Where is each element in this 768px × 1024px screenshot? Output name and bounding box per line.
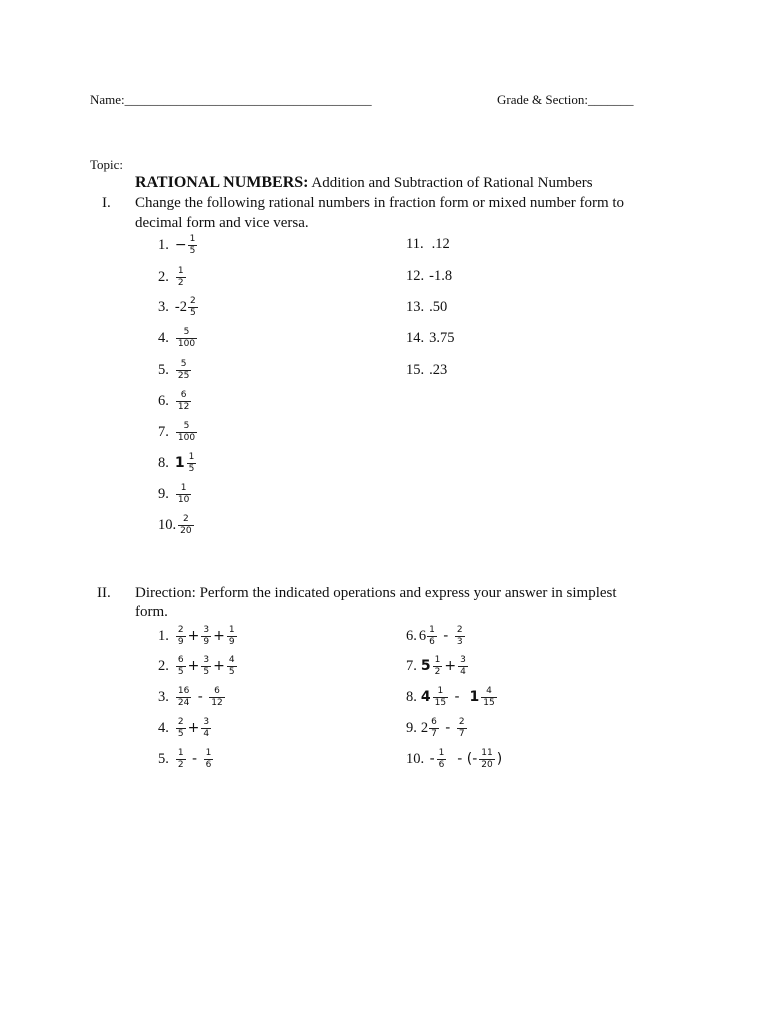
fraction: $\frac{6}{5}$: [177, 654, 184, 677]
title-bold: RATIONAL NUMBERS:: [135, 174, 309, 191]
fraction: $\frac{1}{6}$: [438, 747, 445, 770]
fraction: $\frac{1}{9}$: [228, 624, 235, 647]
list-item: 8. 1 $\frac{1}{5}$: [158, 451, 195, 474]
fraction: $\frac{2}{9}$: [177, 624, 184, 647]
section2-roman: II.: [97, 585, 111, 601]
problem-row: 7. 5 $\frac{1}{2}$ + $\frac{3}{4}$: [406, 654, 466, 677]
fraction: $\frac{5}{100}$: [177, 326, 196, 349]
section1-instruction-line1: Change the following rational numbers in fraction form or mixed number form to: [135, 195, 625, 211]
list-item: 1. − $\frac{1}{5}$: [158, 233, 196, 256]
fraction: $\frac{5}{25}$: [177, 358, 190, 381]
fraction: $\frac{3}{4}$: [460, 654, 466, 677]
fraction: $\frac{4}{15}$: [483, 685, 495, 708]
list-item: 11. .12: [406, 235, 450, 252]
list-item: 7. $\frac{5}{100}$: [158, 420, 196, 443]
topic-label: Topic:: [90, 157, 124, 172]
fraction: $\frac{2}{5}$: [177, 716, 184, 739]
fraction: $\frac{2}{7}$: [458, 716, 465, 739]
problem-row: 8. 4 $\frac{1}{15}$ - 1 $\frac{4}{15}$: [406, 685, 495, 708]
list-item: 5. $\frac{5}{25}$: [158, 358, 190, 381]
fraction: $\frac{3}{4}$: [203, 716, 210, 739]
section2-direction-line1: Direction: Perform the indicated operations and express your answer in simplest: [135, 585, 617, 601]
problem-row: 2. $\frac{6}{5}$ + $\frac{3}{5}$ + $\frac{4}{5}$: [158, 654, 235, 677]
name-field-label: Name:______________________________________: [90, 92, 372, 107]
problem-row: 10. - $\frac{1}{6}$ - (- $\frac{11}{20}$ ): [406, 747, 503, 770]
fraction: $\frac{4}{5}$: [228, 654, 235, 677]
section1-instruction-line2: decimal form and vice versa.: [135, 215, 309, 231]
fraction: $\frac{1}{6}$: [205, 747, 212, 770]
problem-row: 4. $\frac{2}{5}$ + $\frac{3}{4}$: [158, 716, 210, 739]
fraction: $\frac{1}{2}$: [434, 654, 441, 677]
fraction: $\frac{1}{6}$: [429, 624, 435, 647]
list-item: 4. $\frac{5}{100}$: [158, 326, 196, 349]
fraction: $\frac{2}{5}$: [189, 295, 196, 318]
fraction: $\frac{2}{20}$: [180, 513, 192, 536]
list-item: 13. .50: [406, 298, 448, 315]
list-item: 14. 3.75: [406, 329, 455, 346]
fraction: $\frac{3}{5}$: [203, 654, 210, 677]
problem-row: 6. 6 $\frac{1}{6}$ - $\frac{2}{3}$: [406, 624, 463, 647]
list-item: 15. .23: [406, 361, 448, 378]
list-item: 12. -1.8: [406, 267, 453, 284]
fraction: $\frac{2}{3}$: [456, 624, 463, 647]
list-item: 10. $\frac{2}{20}$: [158, 513, 192, 536]
title-rest: Addition and Subtraction of Rational Numbers: [308, 175, 593, 191]
fraction: $\frac{1}{5}$: [189, 233, 196, 256]
fraction: $\frac{6}{7}$: [431, 716, 437, 739]
list-item: 9. $\frac{1}{10}$: [158, 482, 190, 505]
problem-row: 3. $\frac{16}{24}$ - $\frac{6}{12}$: [158, 685, 223, 708]
fraction: $\frac{5}{100}$: [177, 420, 196, 443]
fraction: $\frac{3}{9}$: [203, 624, 210, 647]
fraction: $\frac{6}{12}$: [211, 685, 223, 708]
grade-section-field-label: Grade & Section:_______: [497, 92, 634, 107]
problem-row: 5. $\frac{1}{2}$ - $\frac{1}{6}$: [158, 747, 212, 770]
fraction: $\frac{11}{20}$: [481, 747, 493, 770]
fraction: $\frac{1}{2}$: [177, 265, 184, 288]
worksheet-title: [135, 174, 593, 192]
problem-row: 1. $\frac{2}{9}$ + $\frac{3}{9}$ + $\frac{1}{9}$: [158, 624, 235, 647]
fraction: $\frac{16}{24}$: [177, 685, 190, 708]
list-item: 3. -2 $\frac{2}{5}$: [158, 295, 196, 318]
problem-row: 9. 2 $\frac{6}{7}$ - $\frac{2}{7}$: [406, 716, 465, 739]
section1-roman: I.: [102, 195, 111, 211]
fraction: $\frac{1}{5}$: [188, 451, 195, 474]
list-item: 6. $\frac{6}{12}$: [158, 389, 190, 412]
fraction: $\frac{6}{12}$: [177, 389, 190, 412]
list-item: 2. $\frac{1}{2}$: [158, 265, 184, 288]
fraction: $\frac{1}{15}$: [434, 685, 447, 708]
section2-direction-line2: form.: [135, 604, 168, 620]
fraction: $\frac{1}{10}$: [177, 482, 190, 505]
fraction: $\frac{1}{2}$: [177, 747, 184, 770]
